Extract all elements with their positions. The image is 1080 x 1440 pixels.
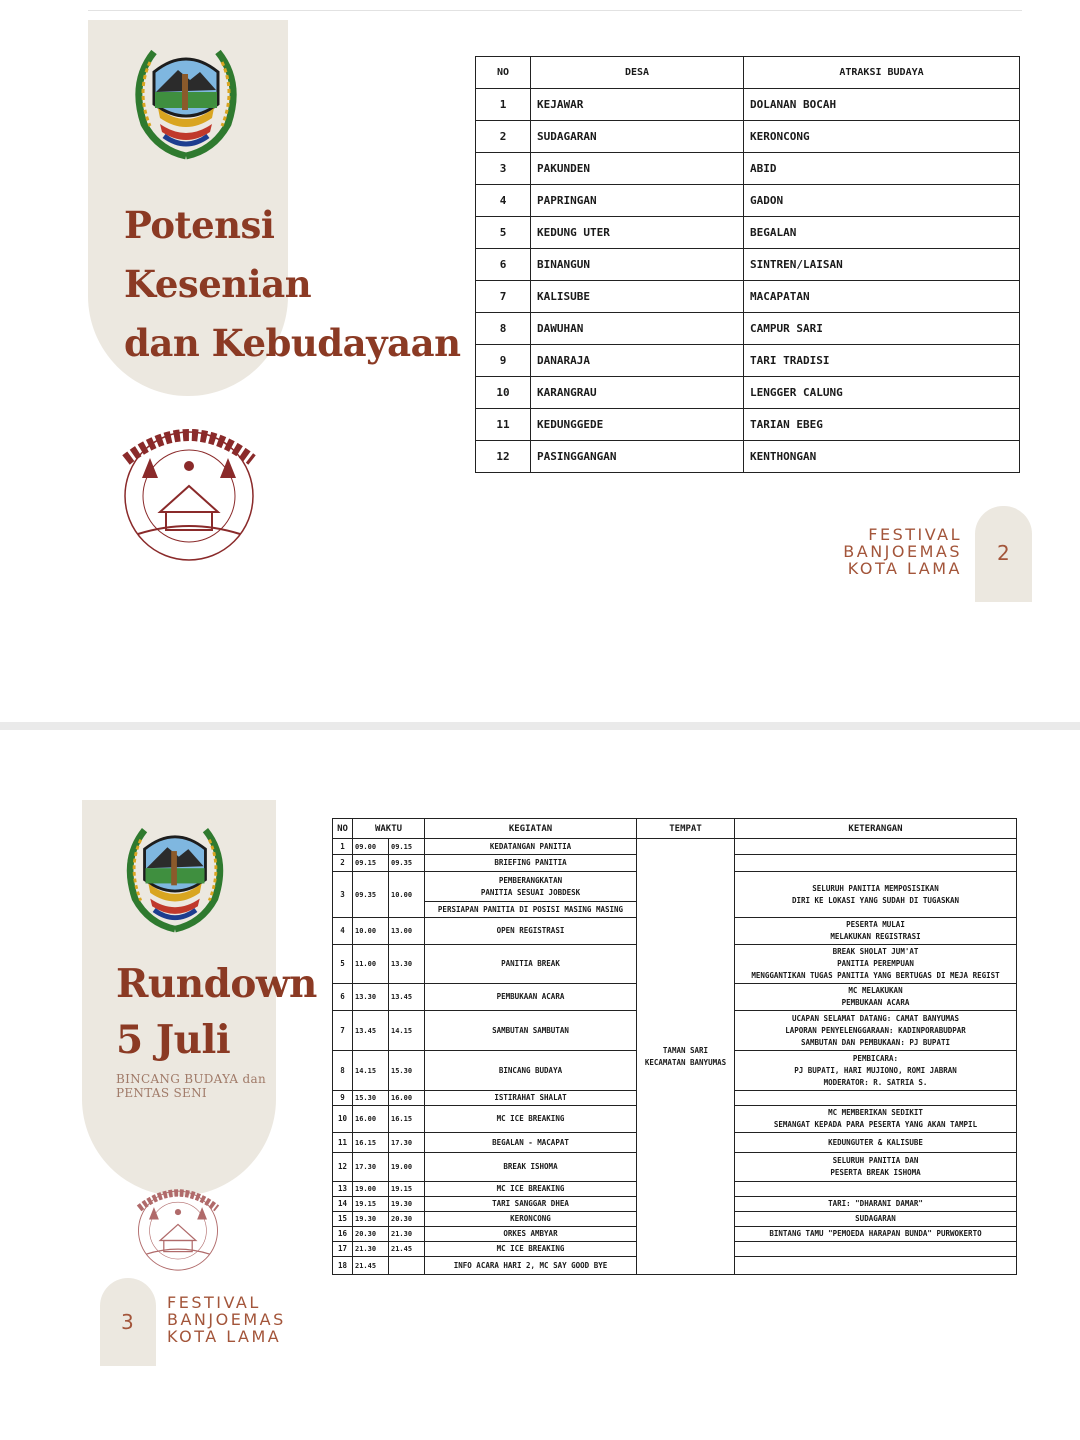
cell-desa: BINANGUN — [531, 249, 744, 281]
cell-keterangan: UCAPAN SELAMAT DATANG: CAMAT BANYUMAS LAPORAN PENYELENGGARAAN: KADINPORABUDPAR SAMBUTAN DAN PEMBUKAAN: PJ BUPATI — [735, 1011, 1017, 1051]
cell-no: 4 — [333, 918, 353, 945]
page-title: Potensi Kesenian dan Kebudayaan — [124, 203, 461, 365]
cell-waktu-selesai: 19.30 — [389, 1197, 425, 1212]
table-row — [476, 441, 1020, 473]
cell-atraksi: LENGGER CALUNG — [744, 377, 1020, 409]
cell-atraksi: CAMPUR SARI — [744, 313, 1020, 345]
cell-no: 11 — [476, 409, 531, 441]
cell-desa: KEJAWAR — [531, 89, 744, 121]
table-row — [476, 409, 1020, 441]
cell-keterangan: KEDUNGUTER & KALISUBE — [735, 1133, 1017, 1153]
cell-atraksi: KERONCONG — [744, 121, 1020, 153]
table-row — [476, 185, 1020, 217]
cell-keterangan: SELURUH PANITIA MEMPOSISIKAN DIRI KE LOKASI YANG SUDAH DI TUGASKAN — [735, 872, 1017, 918]
cell-keterangan: SUDAGARAN — [735, 1212, 1017, 1227]
cell-waktu-mulai: 09.35 — [353, 872, 389, 918]
table-row — [476, 153, 1020, 185]
cell-keterangan: BINTANG TAMU "PEMOEDA HARAPAN BUNDA" PURWOKERTO — [735, 1227, 1017, 1242]
cell-keterangan — [735, 1091, 1017, 1106]
table-row — [476, 121, 1020, 153]
cell-keterangan: PEMBICARA: PJ BUPATI, HARI MUJIONO, ROMI JABRAN MODERATOR: R. SATRIA S. — [735, 1051, 1017, 1091]
cell-desa: KALISUBE — [531, 281, 744, 313]
cell-kegiatan: PEMBUKAAN ACARA — [425, 984, 637, 1011]
cell-waktu-selesai: 10.00 — [389, 872, 425, 918]
cell-no: 7 — [333, 1011, 353, 1051]
cell-waktu-mulai: 17.30 — [353, 1153, 389, 1182]
cell-waktu-selesai — [389, 1257, 425, 1275]
table-row — [476, 377, 1020, 409]
cell-kegiatan: INFO ACARA HARI 2, MC SAY GOOD BYE — [425, 1257, 637, 1275]
table-row — [333, 839, 1017, 855]
rundown-table — [332, 818, 1017, 1275]
cell-waktu-selesai: 09.35 — [389, 855, 425, 872]
cell-desa: PAKUNDEN — [531, 153, 744, 185]
cell-keterangan: BREAK SHOLAT JUM'AT PANITIA PEREMPUAN MENGGANTIKAN TUGAS PANITIA YANG BERTUGAS DI MEJA REGIST — [735, 945, 1017, 984]
cell-desa: PAPRINGAN — [531, 185, 744, 217]
cell-keterangan — [735, 1182, 1017, 1197]
cell-desa: KEDUNG UTER — [531, 217, 744, 249]
cell-kegiatan: BREAK ISHOMA — [425, 1153, 637, 1182]
cell-kegiatan: TARI SANGGAR DHEA — [425, 1197, 637, 1212]
table-row — [476, 249, 1020, 281]
banyumas-emblem-icon — [116, 810, 234, 934]
cell-waktu-mulai: 21.30 — [353, 1242, 389, 1257]
cell-no: 11 — [333, 1133, 353, 1153]
cell-desa: DANARAJA — [531, 345, 744, 377]
desa-table — [475, 56, 1020, 473]
table-row — [476, 313, 1020, 345]
banyumas-emblem-icon — [124, 32, 248, 160]
cell-waktu-selesai: 09.15 — [389, 839, 425, 855]
cell-no: 1 — [333, 839, 353, 855]
cell-no: 9 — [476, 345, 531, 377]
cell-waktu-selesai: 16.00 — [389, 1091, 425, 1106]
cell-keterangan — [735, 855, 1017, 872]
cell-atraksi: ABID — [744, 153, 1020, 185]
cell-tempat: TAMAN SARI KECAMATAN BANYUMAS — [637, 839, 735, 1275]
cell-waktu-mulai: 13.45 — [353, 1011, 389, 1051]
festival-banjoemas-logo — [108, 414, 270, 576]
cell-waktu-mulai: 16.15 — [353, 1133, 389, 1153]
cell-no: 12 — [333, 1153, 353, 1182]
cell-keterangan — [735, 1242, 1017, 1257]
top-divider — [88, 10, 1022, 11]
cell-kegiatan: PERSIAPAN PANITIA DI POSISI MASING MASING — [425, 902, 637, 918]
cell-kegiatan: MC ICE BREAKING — [425, 1182, 637, 1197]
cell-no: 4 — [476, 185, 531, 217]
cell-kegiatan: PEMBERANGKATAN PANITIA SESUAI JOBDESK — [425, 872, 637, 902]
cell-atraksi: MACAPATAN — [744, 281, 1020, 313]
cell-no: 14 — [333, 1197, 353, 1212]
cell-waktu-mulai: 10.00 — [353, 918, 389, 945]
cell-waktu-mulai: 16.00 — [353, 1106, 389, 1133]
cell-desa: DAWUHAN — [531, 313, 744, 345]
cell-kegiatan: ORKES AMBYAR — [425, 1227, 637, 1242]
page-title: Rundown 5 Juli — [116, 961, 317, 1063]
cell-waktu-selesai: 20.30 — [389, 1212, 425, 1227]
cell-kegiatan: BINCANG BUDAYA — [425, 1051, 637, 1091]
festival-name: FESTIVAL BANJOEMAS KOTA LAMA — [843, 525, 962, 578]
cell-atraksi: TARIAN EBEG — [744, 409, 1020, 441]
cell-waktu-mulai: 14.15 — [353, 1051, 389, 1091]
cell-no: 9 — [333, 1091, 353, 1106]
cell-kegiatan: ISTIRAHAT SHALAT — [425, 1091, 637, 1106]
cell-keterangan: PESERTA MULAI MELAKUKAN REGISTRASI — [735, 918, 1017, 945]
cell-kegiatan: MC ICE BREAKING — [425, 1106, 637, 1133]
cell-waktu-selesai: 19.15 — [389, 1182, 425, 1197]
cell-no: 6 — [476, 249, 531, 281]
cell-waktu-mulai: 19.15 — [353, 1197, 389, 1212]
cell-no: 7 — [476, 281, 531, 313]
cell-no: 8 — [476, 313, 531, 345]
table-row — [476, 281, 1020, 313]
cell-waktu-mulai: 09.15 — [353, 855, 389, 872]
cell-waktu-selesai: 15.30 — [389, 1051, 425, 1091]
cell-no: 1 — [476, 89, 531, 121]
festival-name: FESTIVAL BANJOEMAS KOTA LAMA — [167, 1293, 286, 1346]
cell-atraksi: BEGALAN — [744, 217, 1020, 249]
cell-desa: KARANGRAU — [531, 377, 744, 409]
cell-no: 10 — [476, 377, 531, 409]
cell-kegiatan: KERONCONG — [425, 1212, 637, 1227]
festival-banjoemas-logo — [128, 1178, 228, 1282]
cell-no: 10 — [333, 1106, 353, 1133]
cell-no: 15 — [333, 1212, 353, 1227]
cell-waktu-selesai: 13.45 — [389, 984, 425, 1011]
cell-atraksi: GADON — [744, 185, 1020, 217]
cell-keterangan — [735, 1257, 1017, 1275]
cell-kegiatan: KEDATANGAN PANITIA — [425, 839, 637, 855]
cell-waktu-selesai: 13.00 — [389, 918, 425, 945]
cell-no: 13 — [333, 1182, 353, 1197]
cell-kegiatan: PANITIA BREAK — [425, 945, 637, 984]
cell-keterangan: SELURUH PANITIA DAN PESERTA BREAK ISHOMA — [735, 1153, 1017, 1182]
cell-waktu-selesai: 21.45 — [389, 1242, 425, 1257]
cell-desa: KEDUNGGEDE — [531, 409, 744, 441]
cell-waktu-mulai: 21.45 — [353, 1257, 389, 1275]
cell-keterangan: MC MEMBERIKAN SEDIKIT SEMANGAT KEPADA PARA PESERTA YANG AKAN TAMPIL — [735, 1106, 1017, 1133]
col-header-atraksi: ATRAKSI BUDAYA — [744, 57, 1020, 89]
cell-kegiatan: MC ICE BREAKING — [425, 1242, 637, 1257]
cell-no: 3 — [476, 153, 531, 185]
cell-waktu-selesai: 17.30 — [389, 1133, 425, 1153]
col-header-desa: DESA — [531, 57, 744, 89]
cell-no: 8 — [333, 1051, 353, 1091]
page-rundown — [0, 730, 1080, 1440]
cell-kegiatan: SAMBUTAN SAMBUTAN — [425, 1011, 637, 1051]
cell-waktu-selesai: 13.30 — [389, 945, 425, 984]
cell-no: 3 — [333, 872, 353, 918]
cell-waktu-mulai: 09.00 — [353, 839, 389, 855]
table-row — [476, 89, 1020, 121]
col-header-no: NO — [333, 819, 353, 839]
table-row — [476, 345, 1020, 377]
cell-waktu-selesai: 21.30 — [389, 1227, 425, 1242]
col-header-kegiatan: KEGIATAN — [425, 819, 637, 839]
page-number: 2 — [997, 541, 1010, 565]
page-subtitle: BINCANG BUDAYA dan PENTAS SENI — [116, 1072, 266, 1100]
cell-kegiatan: BRIEFING PANITIA — [425, 855, 637, 872]
col-header-tempat: TEMPAT — [637, 819, 735, 839]
cell-no: 12 — [476, 441, 531, 473]
cell-no: 16 — [333, 1227, 353, 1242]
cell-desa: PASINGGANGAN — [531, 441, 744, 473]
cell-no: 2 — [333, 855, 353, 872]
cell-keterangan — [735, 839, 1017, 855]
cell-no: 18 — [333, 1257, 353, 1275]
cell-no: 2 — [476, 121, 531, 153]
cell-waktu-mulai: 15.30 — [353, 1091, 389, 1106]
cell-no: 5 — [476, 217, 531, 249]
cell-waktu-mulai: 19.30 — [353, 1212, 389, 1227]
cell-no: 6 — [333, 984, 353, 1011]
cell-waktu-mulai: 20.30 — [353, 1227, 389, 1242]
cell-waktu-selesai: 19.00 — [389, 1153, 425, 1182]
cell-kegiatan: OPEN REGISTRASI — [425, 918, 637, 945]
cell-keterangan: TARI: "DHARANI DAMAR" — [735, 1197, 1017, 1212]
cell-desa: SUDAGARAN — [531, 121, 744, 153]
col-header-waktu: WAKTU — [353, 819, 425, 839]
cell-keterangan: MC MELAKUKAN PEMBUKAAN ACARA — [735, 984, 1017, 1011]
cell-no: 17 — [333, 1242, 353, 1257]
cell-atraksi: SINTREN/LAISAN — [744, 249, 1020, 281]
col-header-keterangan: KETERANGAN — [735, 819, 1017, 839]
table-row — [476, 217, 1020, 249]
cell-waktu-selesai: 14.15 — [389, 1011, 425, 1051]
cell-atraksi: KENTHONGAN — [744, 441, 1020, 473]
cell-atraksi: TARI TRADISI — [744, 345, 1020, 377]
page-number: 3 — [121, 1310, 134, 1334]
cell-waktu-mulai: 11.00 — [353, 945, 389, 984]
cell-waktu-mulai: 19.00 — [353, 1182, 389, 1197]
cell-no: 5 — [333, 945, 353, 984]
cell-waktu-selesai: 16.15 — [389, 1106, 425, 1133]
col-header-no: NO — [476, 57, 531, 89]
cell-kegiatan: BEGALAN - MACAPAT — [425, 1133, 637, 1153]
cell-waktu-mulai: 13.30 — [353, 984, 389, 1011]
cell-atraksi: DOLANAN BOCAH — [744, 89, 1020, 121]
